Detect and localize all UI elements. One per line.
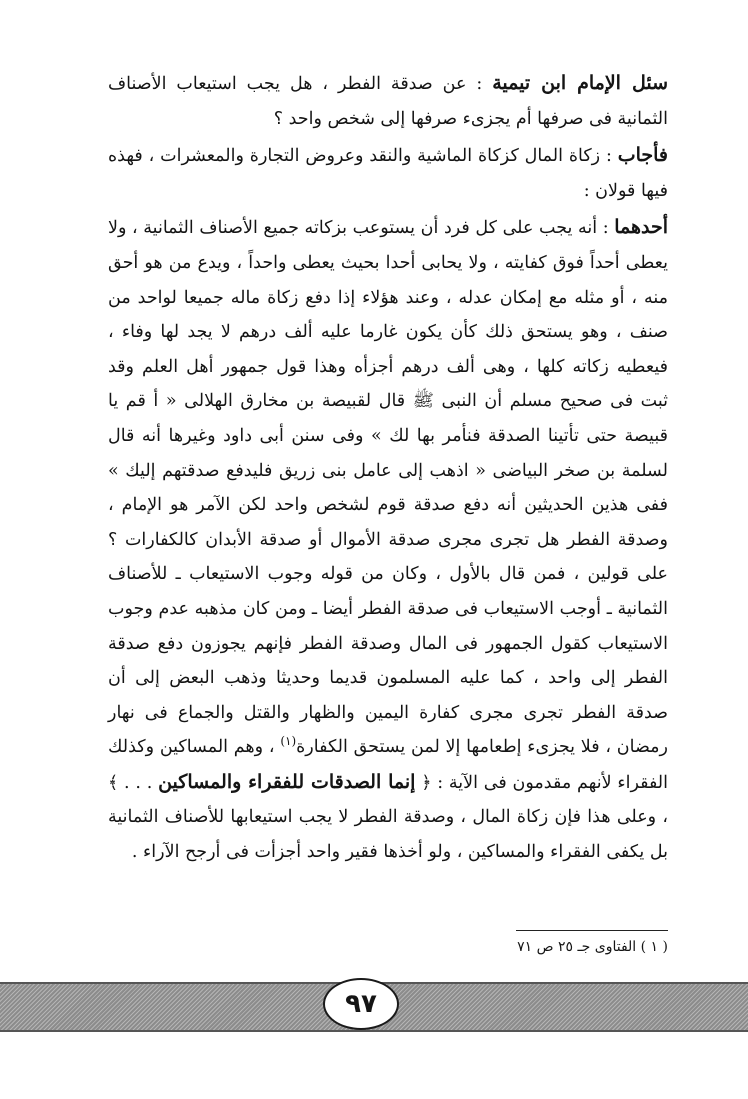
page-number: ٩٧	[345, 989, 377, 1019]
footnote-reference: (١)	[280, 734, 297, 749]
text-run: . . . ﴾ ، وعلى هذا فإن زكاة المال ، وصدقة الفطر لا يجب استيعابها للأصناف الثمانية بل يكفى الفقراء والمساكين ، ولو أخذها فقير واحد أجزأت فى أرجح الآراء .	[108, 772, 668, 863]
text-run: ، وهم المساكين وكذلك الفقراء لأنهم مقدمون فى الآية : ﴿	[108, 737, 668, 793]
bold-phrase: سئل الإمام ابن تيمية	[492, 72, 668, 94]
footnote-separator	[516, 930, 668, 931]
bold-phrase: أحدهما	[614, 216, 668, 239]
body-text	[108, 66, 668, 870]
text-run: : زكاة المال كزكاة الماشية والنقد وعروض التجارة والمعشرات ، فهذه فيها قولان :	[108, 146, 668, 201]
first-opinion-paragraph	[108, 210, 668, 869]
footnote: ( ١ ) الفتاوى جـ ٢٥ ص ٧١	[517, 939, 668, 955]
page-number-badge	[323, 978, 399, 1030]
text-run: : أنه يجب على كل فرد أن يستوعب بزكاته جميع الأصناف الثمانية ، ولا يعطى أحداً فوق كفايته ، ولا يحابى أحدا بحيث يعطى واحداً ، ويدع من هو أحق منه ، أو مثله مع إمكان عدله ، وعند هؤلاء إذا دفع زكاة ماله جميعا لواحد من صنف ، وهو يستحق ذلك كأن يكون غارما عليه ألف درهم لا يجد لها وفاء ، فيعطيه زكاته كلها ، وهى ألف درهم أجزأه وهذا قول جمهور أهل العلم وقد ثبت فى صحيح مسلم أن النبى ﷺ قال لقبيصة بن مخارق الهلالى « أ قم يا قبيصة حتى تأتينا الصدقة فنأمر بها لك » وفى سنن أبى داود وغيرها أنه قال لسلمة بن صخر البياضى « اذهب إلى عامل بنى زريق فليدفع صدقتهم إليك » ففى هذين الحديثين أنه دفع صدقة قوم لشخص واحد لكن الآمر هو الإمام ، وصدقة الفطر هل تجرى مجرى صدقة الأموال أو صدقة الأبدان كالكفارات ؟ على قولين ، فمن قال بالأول ، وكان من قوله وجوب الاستيعاب ـ للأصناف الثمانية ـ أوجب الاستيعاب فى صدقة الفطر أيضا ـ ومن كان مذهبه عدم وجوب الاستيعاب كقول الجمهور فى المال وصدقة الفطر فإنهم يجوزون دفع صدقة الفطر إلى واحد ، كما عليه المسلمون قديما وحديثا وذهب البعض إلى أن صدقة الفطر تجرى مجرى كفارة اليمين والظهار والقتل والجماع فى نهار رمضان ، فلا يجزىء إطعامها إلا لمن يستحق الكفارة	[108, 218, 668, 758]
bold-phrase: إنما الصدقات للفقراء والمساكين	[158, 770, 416, 793]
question-paragraph	[108, 66, 668, 136]
text-run: : عن صدقة الفطر ، هل يجب استيعاب الأصناف الثمانية فى صرفها أم يجزىء صرفها إلى شخص واحد ؟	[108, 74, 668, 129]
answer-paragraph	[108, 138, 668, 208]
bold-phrase: فأجاب	[617, 144, 668, 167]
